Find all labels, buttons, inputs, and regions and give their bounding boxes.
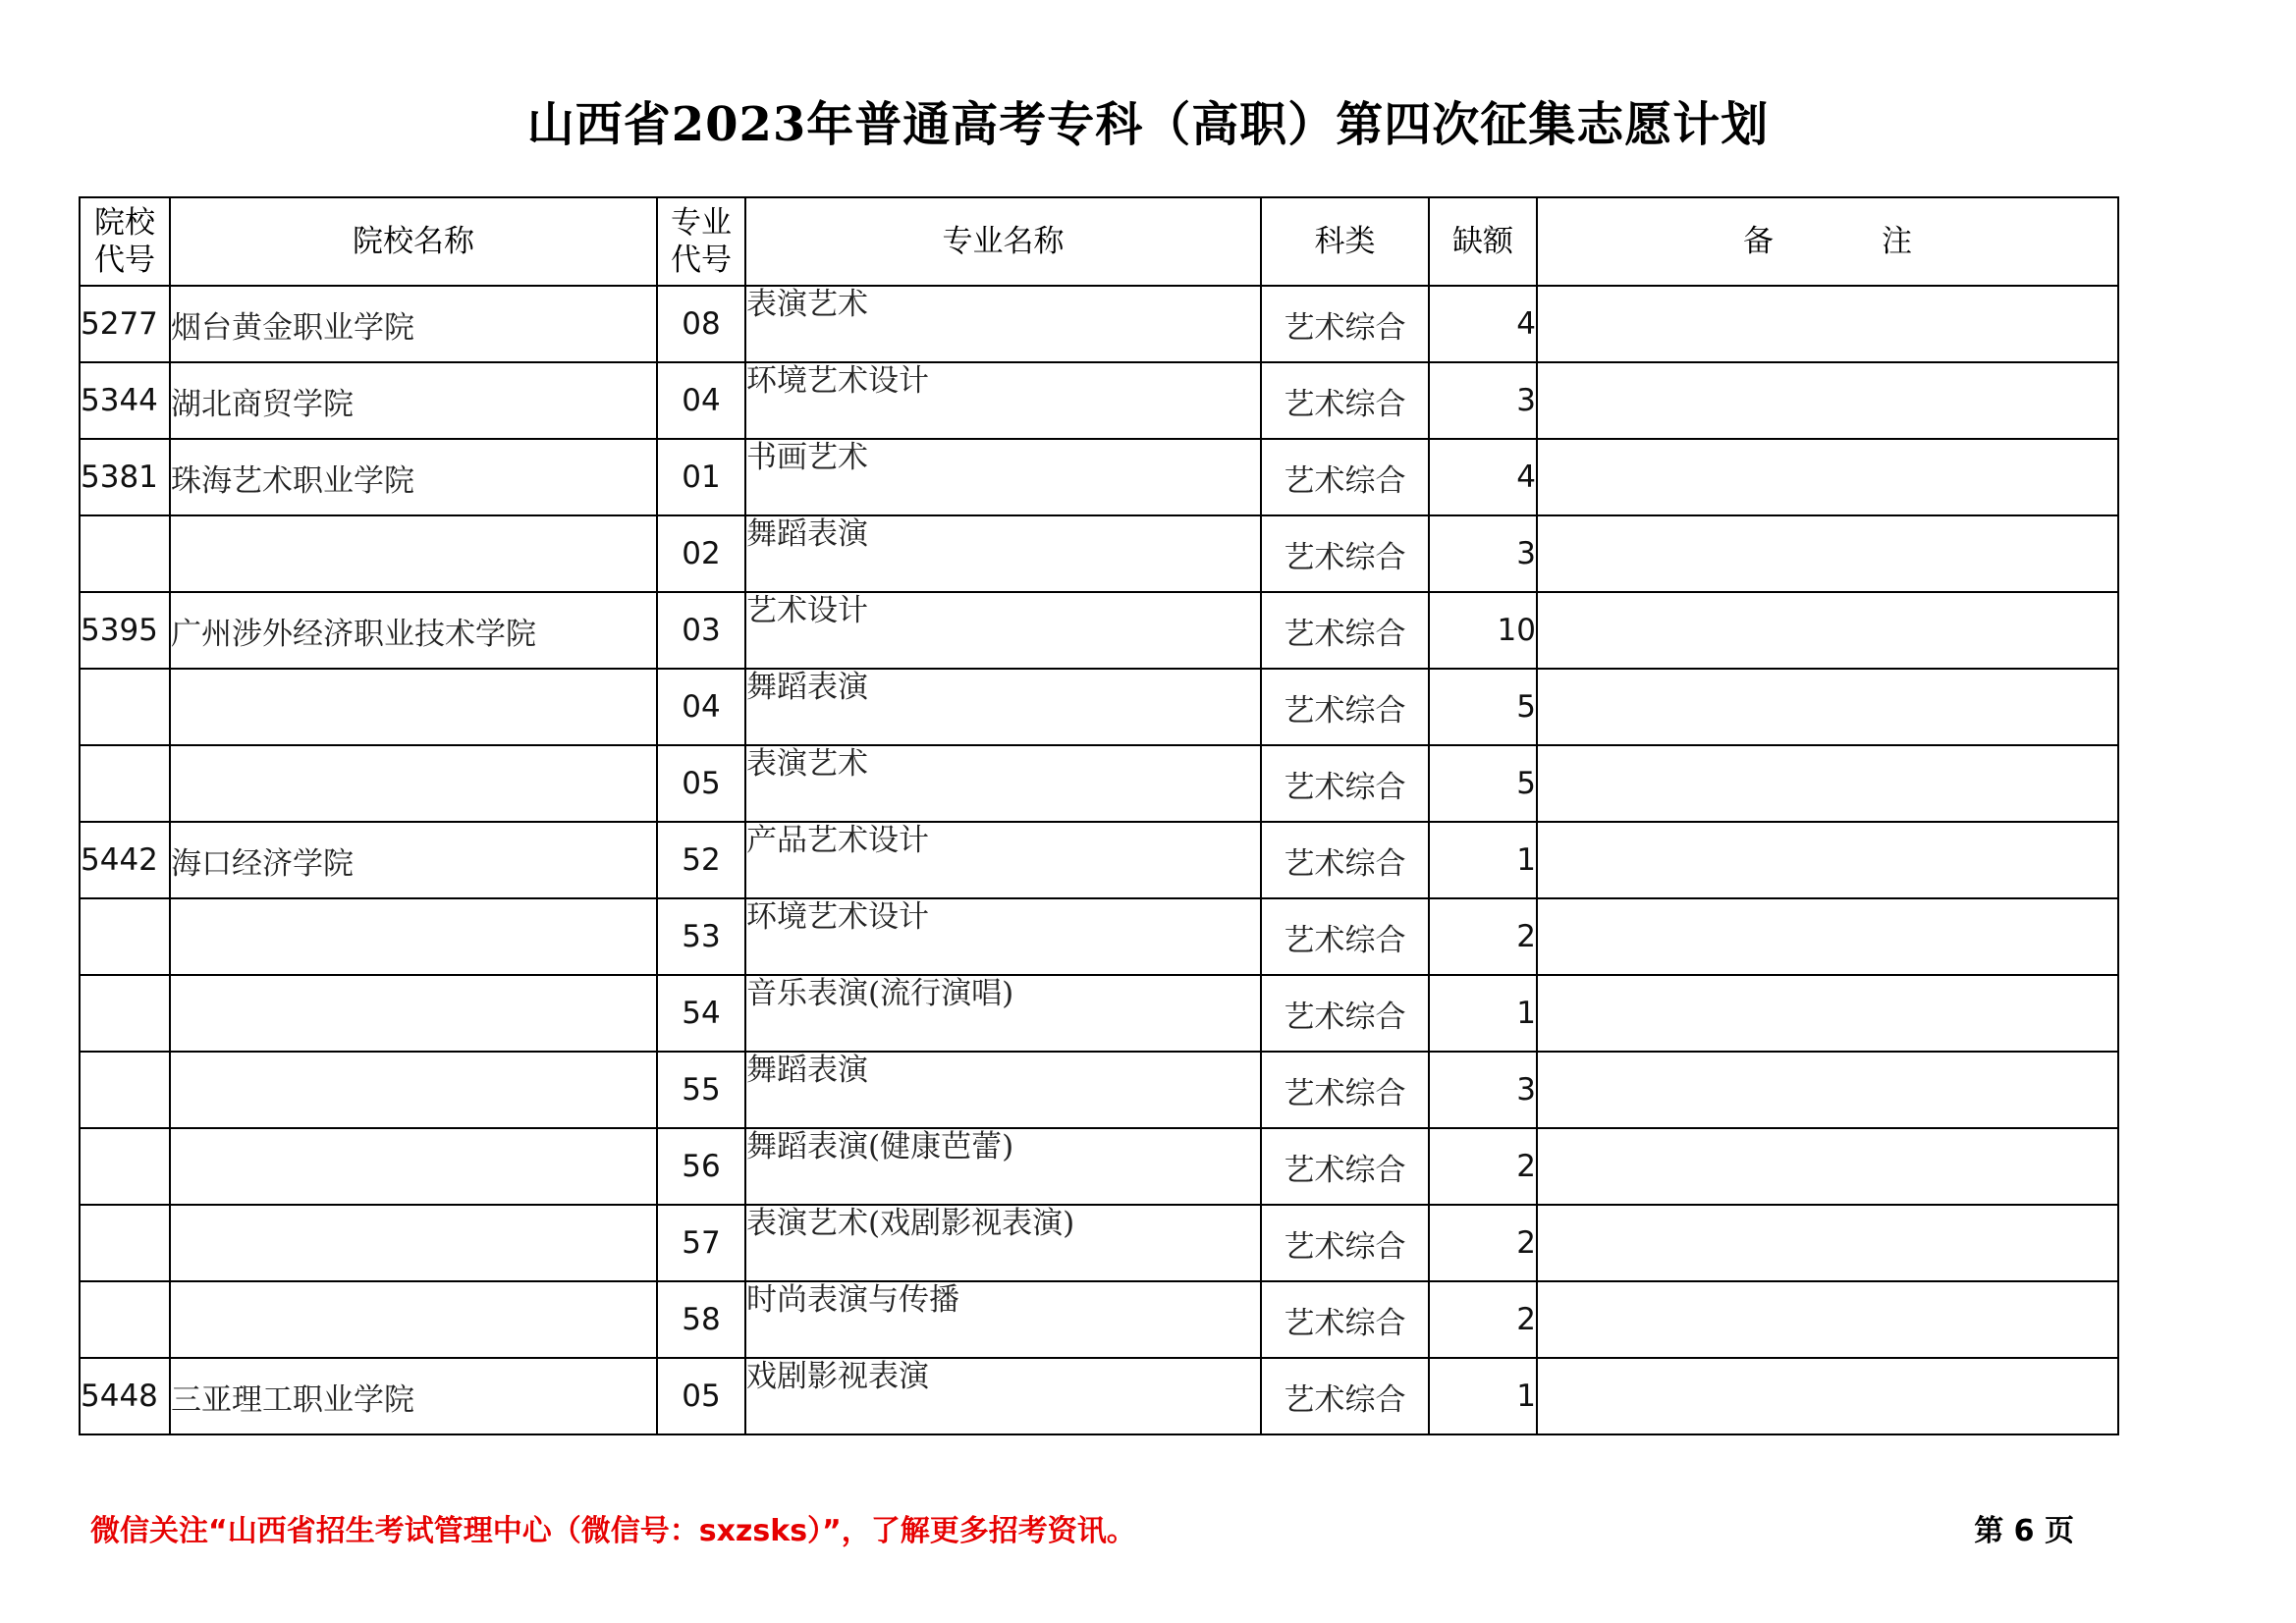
category-cell: 艺术综合 [1261, 975, 1429, 1052]
category-cell: 艺术综合 [1261, 822, 1429, 898]
school-code-cell: 5344 [80, 362, 170, 439]
category-cell: 艺术综合 [1261, 515, 1429, 592]
category-cell: 艺术综合 [1261, 669, 1429, 745]
table-row [80, 1052, 2118, 1128]
remarks-cell [1537, 669, 2118, 745]
category-cell: 艺术综合 [1261, 592, 1429, 669]
school-code-cell [80, 1128, 170, 1205]
header-quota: 缺额 [1429, 197, 1537, 286]
table-row [80, 592, 2118, 669]
category-cell: 艺术综合 [1261, 898, 1429, 975]
school-name-cell [170, 515, 657, 592]
table-row [80, 975, 2118, 1052]
school-name-cell [170, 898, 657, 975]
quota-cell: 1 [1429, 822, 1537, 898]
table-header-row [80, 197, 2118, 286]
quota-cell: 2 [1429, 898, 1537, 975]
remarks-cell [1537, 362, 2118, 439]
quota-cell: 3 [1429, 362, 1537, 439]
quota-cell: 5 [1429, 745, 1537, 822]
school-code-cell [80, 745, 170, 822]
school-code-cell: 5442 [80, 822, 170, 898]
major-name-cell: 表演艺术 [745, 745, 1261, 822]
table-row [80, 822, 2118, 898]
quota-cell: 4 [1429, 286, 1537, 362]
wechat-notice: 微信关注“山西省招生考试管理中心（微信号：sxzsks）”，了解更多招考资讯。 [90, 1514, 1136, 1548]
school-code-cell [80, 515, 170, 592]
major-code-cell: 52 [657, 822, 745, 898]
remarks-cell [1537, 1052, 2118, 1128]
school-name-cell [170, 669, 657, 745]
school-name-cell: 湖北商贸学院 [170, 362, 657, 439]
quota-cell: 3 [1429, 515, 1537, 592]
category-cell: 艺术综合 [1261, 1052, 1429, 1128]
remarks-cell [1537, 1281, 2118, 1358]
category-cell: 艺术综合 [1261, 362, 1429, 439]
quota-cell: 4 [1429, 439, 1537, 515]
header-major-name: 专业名称 [745, 197, 1261, 286]
major-name-cell: 舞蹈表演 [745, 1052, 1261, 1128]
school-name-cell [170, 1128, 657, 1205]
major-name-cell: 戏剧影视表演 [745, 1358, 1261, 1434]
major-code-cell: 05 [657, 1358, 745, 1434]
category-cell: 艺术综合 [1261, 1128, 1429, 1205]
major-name-cell: 舞蹈表演 [745, 669, 1261, 745]
remarks-cell [1537, 515, 2118, 592]
category-cell: 艺术综合 [1261, 1281, 1429, 1358]
major-code-cell: 57 [657, 1205, 745, 1281]
school-name-cell [170, 1052, 657, 1128]
table-row [80, 515, 2118, 592]
school-name-cell [170, 1205, 657, 1281]
major-code-cell: 56 [657, 1128, 745, 1205]
school-code-cell [80, 669, 170, 745]
major-name-cell: 环境艺术设计 [745, 362, 1261, 439]
remarks-cell [1537, 898, 2118, 975]
major-name-cell: 表演艺术(戏剧影视表演) [745, 1205, 1261, 1281]
major-name-cell: 产品艺术设计 [745, 822, 1261, 898]
major-name-cell: 环境艺术设计 [745, 898, 1261, 975]
major-name-cell: 书画艺术 [745, 439, 1261, 515]
table-row [80, 286, 2118, 362]
header-school-name: 院校名称 [170, 197, 657, 286]
school-code-cell [80, 1281, 170, 1358]
category-cell: 艺术综合 [1261, 745, 1429, 822]
remarks-cell [1537, 1358, 2118, 1434]
school-name-cell: 三亚理工职业学院 [170, 1358, 657, 1434]
table-row [80, 1205, 2118, 1281]
quota-cell: 2 [1429, 1281, 1537, 1358]
school-code-cell: 5448 [80, 1358, 170, 1434]
remarks-cell [1537, 592, 2118, 669]
school-name-cell: 广州涉外经济职业技术学院 [170, 592, 657, 669]
category-cell: 艺术综合 [1261, 286, 1429, 362]
header-school-code-line1: 院校 [94, 205, 155, 241]
quota-cell: 2 [1429, 1205, 1537, 1281]
school-code-cell: 5395 [80, 592, 170, 669]
category-cell: 艺术综合 [1261, 1358, 1429, 1434]
page-number: 第 6 页 [1974, 1514, 2074, 1548]
table-row [80, 669, 2118, 745]
major-name-cell: 音乐表演(流行演唱) [745, 975, 1261, 1052]
table-row [80, 439, 2118, 515]
table-body [80, 286, 2118, 1434]
major-code-cell: 53 [657, 898, 745, 975]
major-code-cell: 02 [657, 515, 745, 592]
school-code-cell [80, 1205, 170, 1281]
header-major-code-line2: 代号 [671, 243, 732, 278]
header-major-code-line1: 专业 [671, 205, 732, 241]
table-row [80, 362, 2118, 439]
school-name-cell [170, 745, 657, 822]
major-name-cell: 舞蹈表演(健康芭蕾) [745, 1128, 1261, 1205]
quota-cell: 5 [1429, 669, 1537, 745]
remarks-cell [1537, 286, 2118, 362]
remarks-cell [1537, 439, 2118, 515]
table-row [80, 1128, 2118, 1205]
table-row [80, 898, 2118, 975]
major-name-cell: 舞蹈表演 [745, 515, 1261, 592]
major-code-cell: 01 [657, 439, 745, 515]
table-row [80, 1358, 2118, 1434]
major-name-cell: 艺术设计 [745, 592, 1261, 669]
school-name-cell [170, 975, 657, 1052]
major-code-cell: 04 [657, 669, 745, 745]
major-code-cell: 55 [657, 1052, 745, 1128]
page-title: 山西省2023年普通高考专科（高职）第四次征集志愿计划 [526, 97, 1770, 152]
header-remarks-char1: 备 [1743, 224, 1774, 259]
header-school-code-line2: 代号 [94, 243, 155, 278]
header-school-code [80, 197, 170, 286]
school-code-cell [80, 898, 170, 975]
school-code-cell: 5277 [80, 286, 170, 362]
major-code-cell: 08 [657, 286, 745, 362]
remarks-cell [1537, 822, 2118, 898]
school-name-cell: 海口经济学院 [170, 822, 657, 898]
quota-cell: 1 [1429, 975, 1537, 1052]
school-code-cell [80, 975, 170, 1052]
major-code-cell: 54 [657, 975, 745, 1052]
major-code-cell: 05 [657, 745, 745, 822]
header-remarks-char2: 注 [1882, 224, 1912, 259]
school-name-cell: 烟台黄金职业学院 [170, 286, 657, 362]
table-row [80, 745, 2118, 822]
category-cell: 艺术综合 [1261, 1205, 1429, 1281]
major-code-cell: 03 [657, 592, 745, 669]
header-remarks [1537, 197, 2118, 286]
quota-cell: 2 [1429, 1128, 1537, 1205]
major-name-cell: 表演艺术 [745, 286, 1261, 362]
remarks-cell [1537, 1205, 2118, 1281]
remarks-cell [1537, 1128, 2118, 1205]
quota-cell: 1 [1429, 1358, 1537, 1434]
major-name-cell: 时尚表演与传播 [745, 1281, 1261, 1358]
school-name-cell: 珠海艺术职业学院 [170, 439, 657, 515]
category-cell: 艺术综合 [1261, 439, 1429, 515]
quota-cell: 3 [1429, 1052, 1537, 1128]
remarks-cell [1537, 745, 2118, 822]
major-code-cell: 04 [657, 362, 745, 439]
school-code-cell: 5381 [80, 439, 170, 515]
header-major-code [657, 197, 745, 286]
major-code-cell: 58 [657, 1281, 745, 1358]
school-name-cell [170, 1281, 657, 1358]
school-code-cell [80, 1052, 170, 1128]
quota-cell: 10 [1429, 592, 1537, 669]
remarks-cell [1537, 975, 2118, 1052]
enrollment-plan-table [79, 196, 2119, 1435]
table-row [80, 1281, 2118, 1358]
header-category: 科类 [1261, 197, 1429, 286]
